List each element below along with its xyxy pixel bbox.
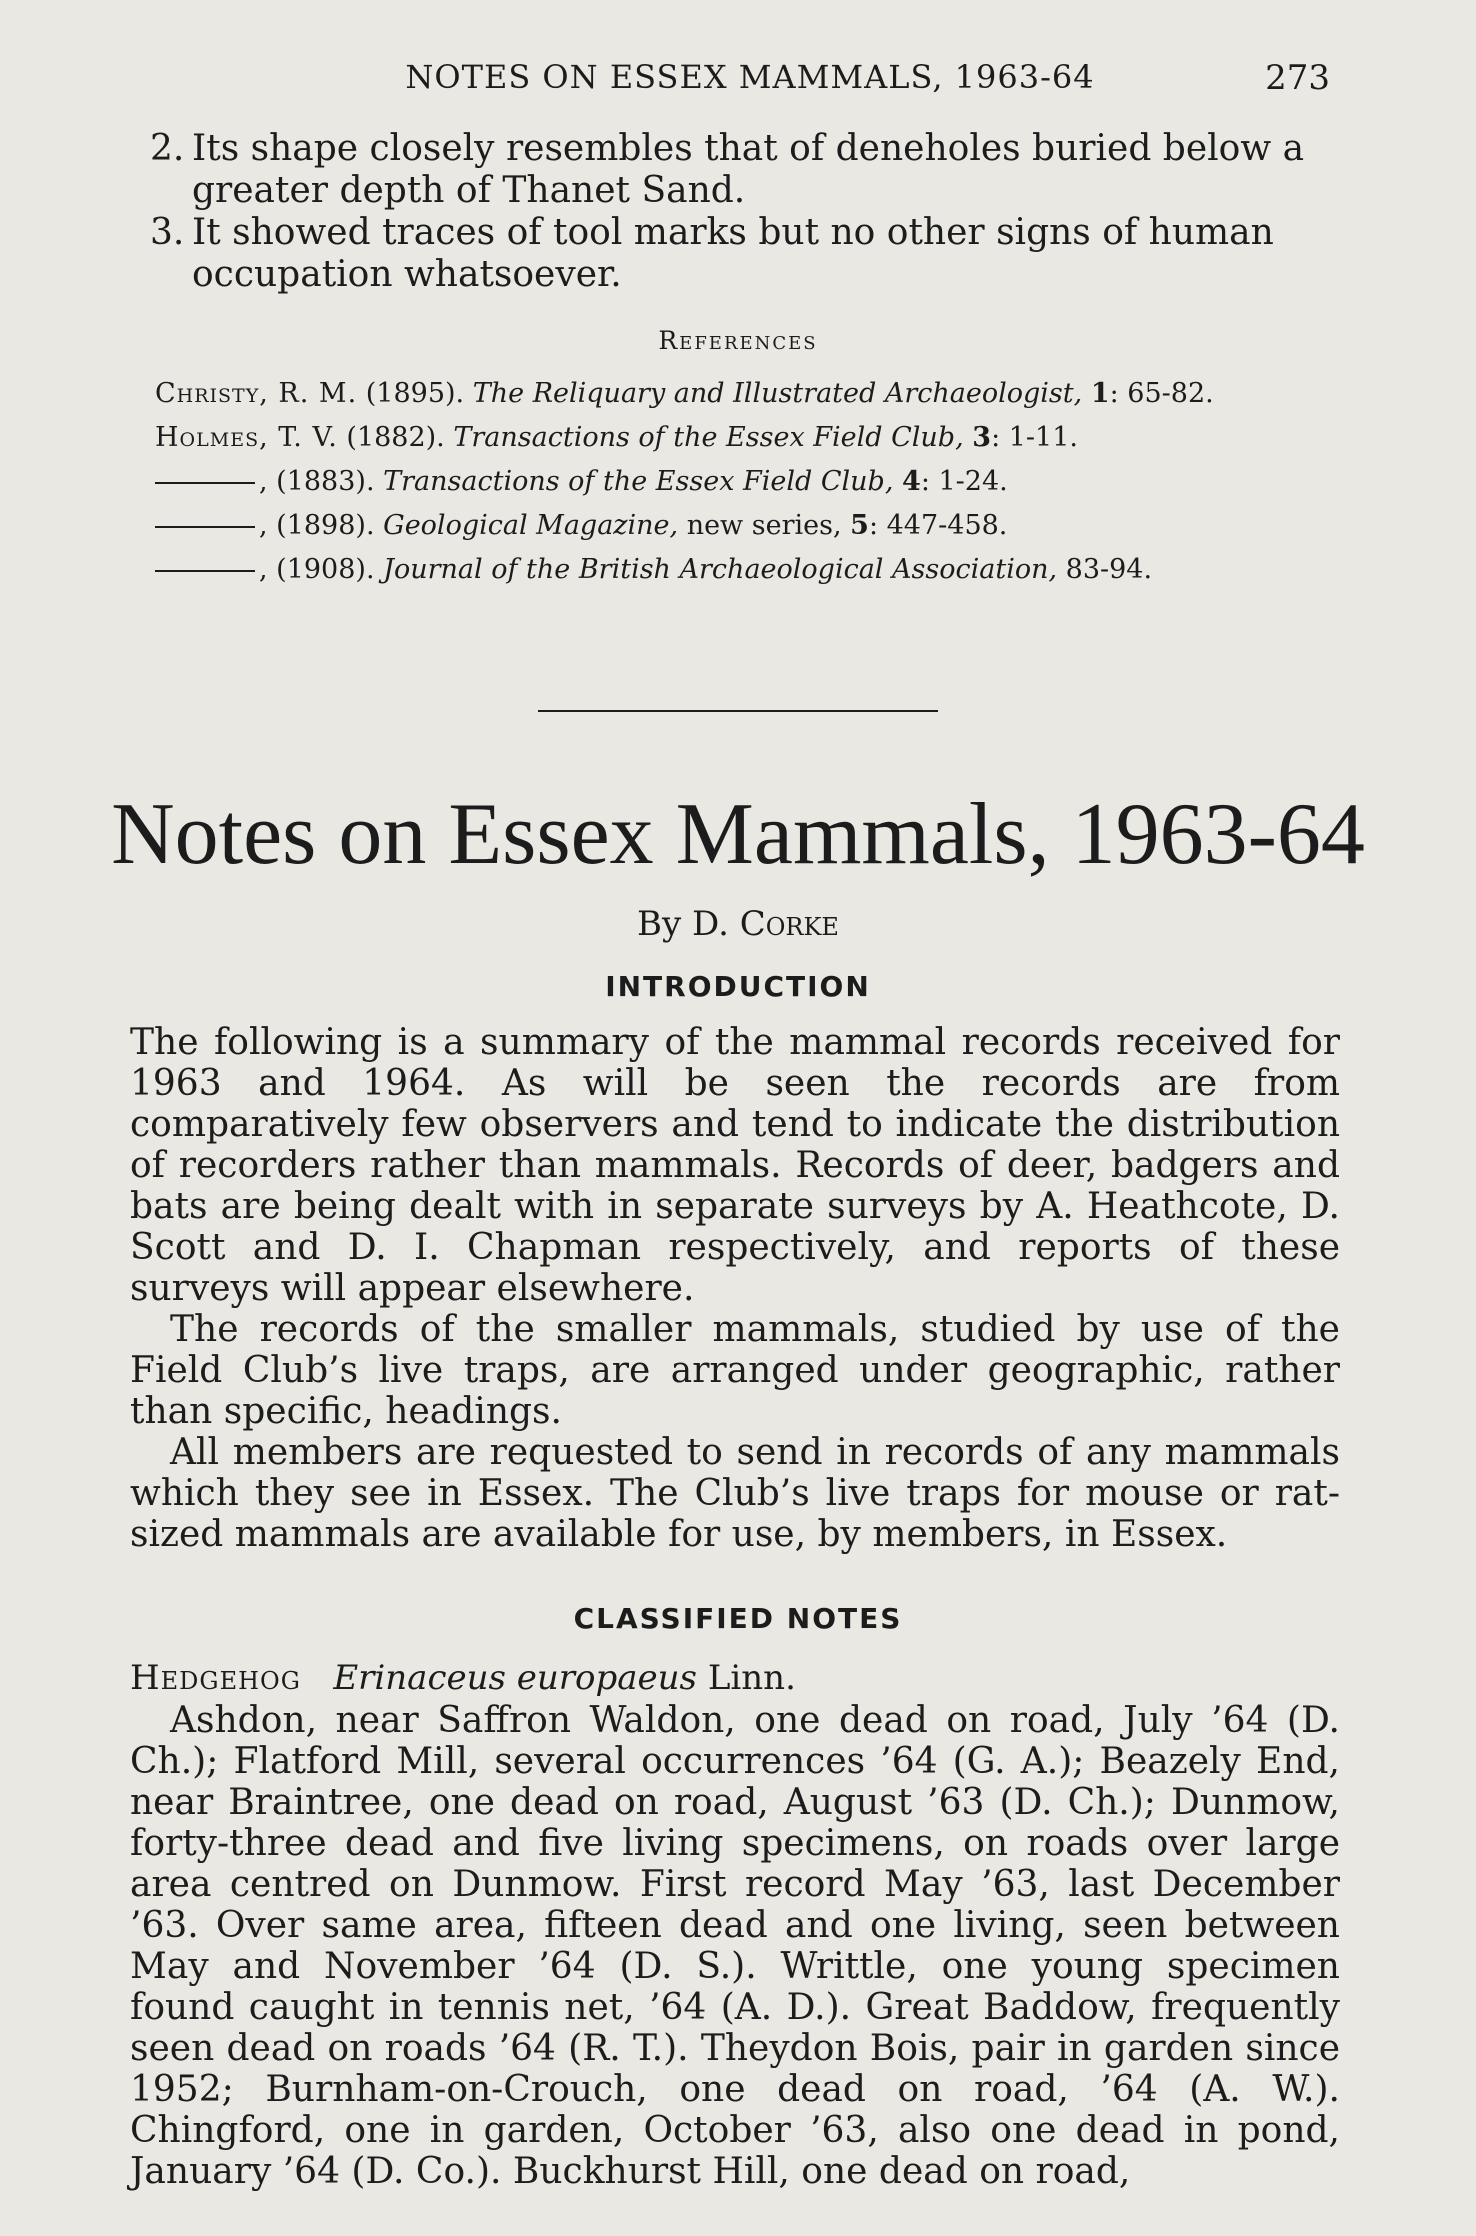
reference-author: Christy, R. M. — [155, 378, 358, 409]
ditto-dash — [155, 526, 255, 528]
ditto-dash — [155, 482, 255, 484]
reference-pages: : 65-82. — [1109, 378, 1214, 409]
reference-entry — [155, 548, 1340, 592]
species-common-name: Hedgehog — [130, 1658, 301, 1698]
byline — [0, 904, 1476, 944]
reference-year: , (1883). — [259, 466, 375, 497]
list-item — [150, 128, 1340, 212]
byline-by: By D. — [637, 904, 729, 944]
reference-title: Transactions of the Essex Field Club, — [453, 422, 964, 453]
section-divider — [538, 710, 938, 712]
page-number: 273 — [1265, 58, 1330, 98]
reference-author: Holmes, T. V. — [155, 422, 338, 453]
species-entry-hedgehog — [130, 1658, 1340, 1699]
reference-pages: : 1-24. — [920, 466, 1008, 497]
paragraph: Ashdon, near Saffron Waldon, one dead on road, July ’64 (D. Ch.); Flatford Mill, several occurrences ’64 (G. A.); Beazely End, near Braintree, one dead on road, August ’63 (D. Ch.); Dunmow, forty-three dead and five living specimens, on roads over large area centred on Dunmow. First record May ’63, last December ’63. Over same area, fifteen dead and one living, seen between May and November ’64 (D. S.). Writtle, one young specimen found caught in tennis net, ’64 (A. D.). Great Baddow, frequently seen dead on roads ’64 (R. T.). Theydon Bois, pair in garden since 1952; Burnham-on-Crouch, one dead on road, ’64 (A. W.). Chingford, one in garden, October ’63, also one dead in pond, January ’64 (D. Co.). Buckhurst Hill, one dead on road, — [130, 1700, 1340, 2192]
references-heading: References — [658, 326, 818, 355]
list-item-number: 2. — [150, 128, 185, 169]
numbered-list — [150, 128, 1340, 296]
reference-title: Transactions of the Essex Field Club, — [383, 466, 894, 497]
reference-volume: 5 — [850, 510, 869, 541]
reference-entry — [155, 416, 1340, 460]
running-title: NOTES ON ESSEX MAMMALS, 1963-64 — [405, 58, 1095, 96]
introduction-body — [130, 1022, 1340, 1555]
reference-year: , (1898). — [259, 510, 375, 541]
reference-entry — [155, 460, 1340, 504]
ditto-dash — [155, 570, 255, 572]
reference-title: The Reliquary and Illustrated Archaeologist, — [472, 378, 1083, 409]
reference-title: Geological Magazine, — [383, 510, 679, 541]
list-item-text: It showed traces of tool marks but no other signs of human occupation whatsoever. — [192, 212, 1274, 295]
paragraph: The following is a summary of the mammal records received for 1963 and 1964. As will be seen the records are from comparatively few observers and tend to indicate the distribution of recorders rather than mammals. Records of deer, badgers and bats are being dealt with in separate surveys by A. Heathcote, D. Scott and D. I. Chapman respectively, and reports of these surveys will appear elsewhere. — [130, 1022, 1340, 1309]
reference-extra: new series, — [678, 510, 851, 541]
list-item-number: 3. — [150, 212, 185, 253]
reference-volume: 1 — [1090, 378, 1110, 409]
paragraph: The records of the smaller mammals, studied by use of the Field Club’s live traps, are arranged under geographic, rather than specific, headings. — [130, 1309, 1340, 1432]
introduction-heading: INTRODUCTION — [605, 970, 871, 1003]
reference-title: Journal of the British Archaeological Association, — [383, 554, 1058, 585]
reference-volume: 3 — [972, 422, 992, 453]
paragraph: All members are requested to send in records of any mammals which they see in Essex. The Club’s live traps for mouse or rat-sized mammals are available for use, by members, in Essex. — [130, 1432, 1340, 1555]
list-item — [150, 212, 1340, 296]
reference-pages: : 447-458. — [868, 510, 1008, 541]
classified-heading: CLASSIFIED NOTES — [573, 1602, 903, 1635]
references-list — [155, 372, 1340, 592]
reference-year: , (1908). — [259, 554, 375, 585]
reference-year: (1895). — [365, 378, 465, 409]
byline-author: Corke — [739, 904, 839, 944]
article-title: Notes on Essex Mammals, 1963-64 — [111, 786, 1365, 883]
species-latin-name: Erinaceus europaeus — [333, 1658, 698, 1698]
species-records — [130, 1700, 1340, 2192]
reference-volume: 4 — [902, 466, 921, 497]
species-heading — [130, 1658, 1340, 1699]
running-head — [170, 58, 1330, 108]
list-item-text: Its shape closely resembles that of deneholes buried below a greater depth of Thanet Sand. — [192, 128, 1305, 211]
reference-pages: 83-94. — [1057, 554, 1153, 585]
reference-entry — [155, 504, 1340, 548]
reference-year: (1882). — [346, 422, 445, 453]
reference-entry — [155, 372, 1340, 416]
species-authority: Linn. — [707, 1658, 796, 1698]
reference-pages: : 1-11. — [991, 422, 1078, 453]
